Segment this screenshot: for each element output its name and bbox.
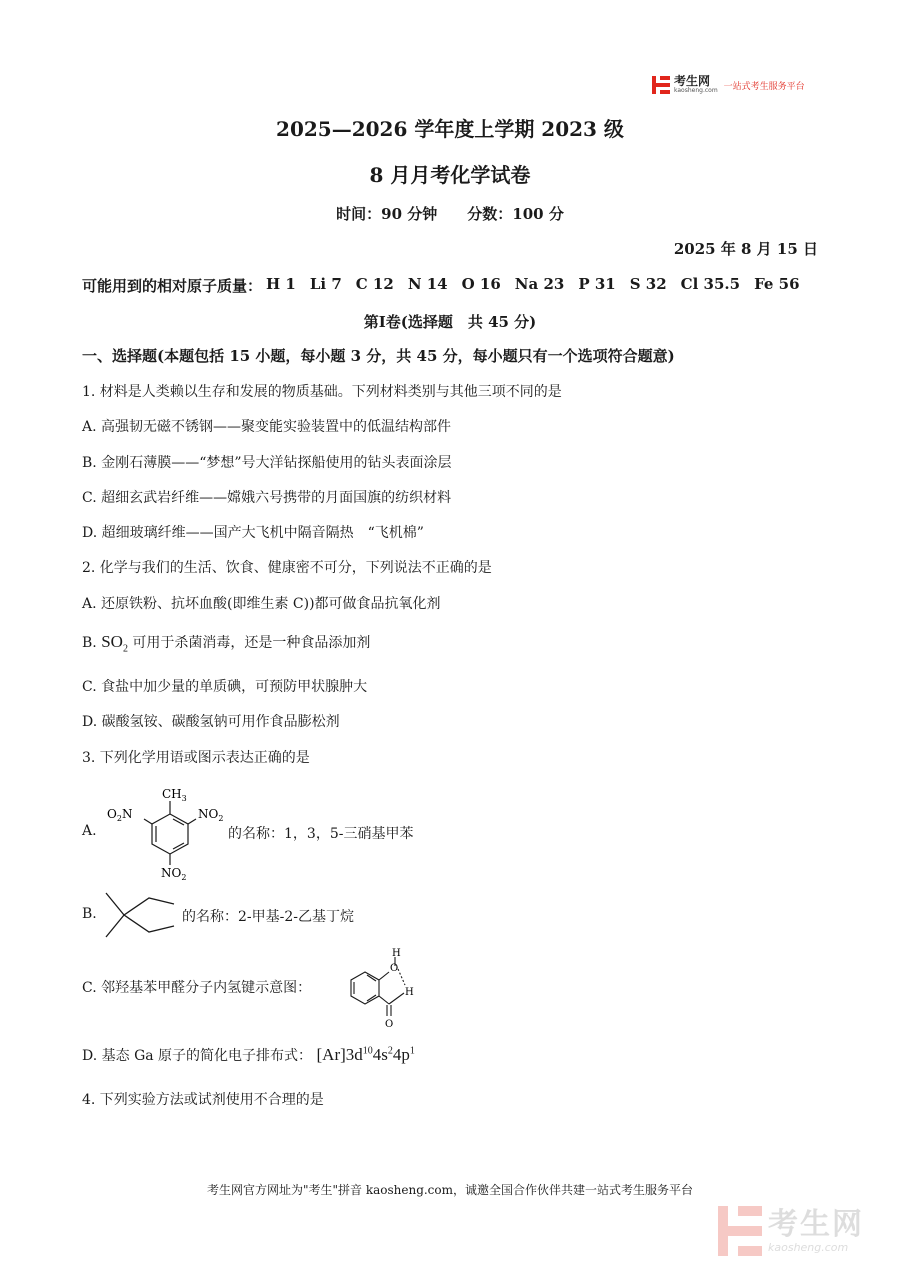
salicylaldehyde-hbond-structure [342,946,420,1028]
hbond-o2-label: O [385,1019,394,1028]
hbond-h2-label: H [405,987,414,998]
so2-formula: $SO_2$ [101,632,128,655]
no2-right-label: $NO_2$ [198,807,224,823]
q1-stem: 1. 材料是人类赖以生存和发展的物质基础。下列材料类别与其他三项不同的是 [82,384,562,400]
alkane-skeletal-structure [104,891,178,939]
hbond-h1-label: H [392,948,401,959]
watermark [718,1206,864,1256]
watermark-domain: kaosheng.com [768,1240,849,1254]
q3-option-b-prefix: B. [82,906,97,922]
atomic-mass-item: Na 23 [514,275,565,293]
q1-option-b: B. 金刚石薄膜——“梦想”号大洋钻探船使用的钻头表面涂层 [82,455,452,471]
tnt-structure [100,782,230,884]
q2-option-c: C. 食盐中加少量的单质碘，可预防甲状腺肿大 [82,679,368,695]
atomic-mass-item: Cl 35.5 [680,275,741,293]
kaosheng-watermark-icon [718,1206,762,1256]
q3-option-d-text: D. 基态 Ga 原子的简化电子排布式： [82,1048,313,1064]
exam-score: 分数：100 分 [467,205,564,223]
hbond-o1-label: O [390,963,399,974]
q2-option-b-prefix: B. [82,635,97,651]
page-footer: 考生网官方网址为"考生"拼音 kaosheng.com，诚邀全国合作伙伴共建一站式考生服务平台 [206,1183,694,1197]
logo-slogan: 一站式考生服务平台 [723,81,805,92]
q2-option-a: A. 还原铁粉、抗坏血酸(即维生素 C))都可做食品抗氧化剂 [82,596,441,612]
atomic-mass-item: Fe 56 [754,275,800,293]
logo-domain: kaosheng.com [674,87,718,94]
q3-option-c-text: C. 邻羟基苯甲醛分子内氢键示意图： [82,980,312,996]
q2-stem: 2. 化学与我们的生活、饮食、健康密不可分，下列说法不正确的是 [82,560,492,576]
q3-option-a-text: 的名称：1，3，5-三硝基甲苯 [228,826,414,842]
exam-title-line1: 2025—2026 学年度上学期 2023 级 [276,117,624,141]
atomic-mass-item: H 1 [266,275,296,293]
header-logo [652,74,805,96]
q1-option-c: C. 超细玄武岩纤维——嫦娥六号携带的月面国旗的纺织材料 [82,490,452,506]
atomic-mass-item: Li 7 [309,275,342,293]
section1-title: 一、选择题(本题包括 15 小题，每小题 3 分，共 45 分，每小题只有一个选项符合题意) [82,347,675,365]
atomic-mass-item: P 31 [578,275,616,293]
q3-option-d [82,1045,415,1065]
o2n-label: $O_2N$ [107,807,133,823]
q1-option-a: A. 高强韧无磁不锈钢——聚变能实验装置中的低温结构部件 [82,419,452,435]
atomic-mass-item: N 14 [407,275,448,293]
q2-option-b [82,632,370,654]
exam-title-line2: 8 月月考化学试卷 [369,163,531,187]
atomic-masses-label: 可能用到的相对原子质量： [82,277,263,295]
ch3-label: $CH_3$ [162,787,187,803]
exam-meta [0,203,900,224]
no2-bottom-label: $NO_2$ [161,866,187,882]
q3-option-b-text: 的名称：2-甲基-2-乙基丁烷 [182,909,355,925]
atomic-masses [82,275,800,296]
exam-time: 时间：90 分钟 [336,205,438,223]
q3-stem: 3. 下列化学用语或图示表达正确的是 [82,750,310,766]
watermark-name: 考生网 [768,1206,864,1242]
atomic-mass-item: O 16 [461,275,501,293]
exam-date: 2025 年 8 月 15 日 [673,240,818,258]
q2-option-b-text: 可用于杀菌消毒，还是一种食品添加剂 [132,635,371,651]
q3-option-a-prefix: A. [82,823,97,839]
kaosheng-logo-icon [652,76,670,94]
q2-option-d: D. 碳酸氢铵、碳酸氢钠可用作食品膨松剂 [82,714,340,730]
atomic-mass-item: C 12 [355,275,394,293]
logo-name: 考生网 [674,74,711,88]
ga-electron-config: $[Ar]3d^{10}4s^24p^1$ [316,1045,415,1064]
atomic-mass-item: S 32 [629,275,667,293]
part1-title: 第Ⅰ卷(选择题 共 45 分) [363,313,537,331]
q4-stem: 4. 下列实验方法或试剂使用不合理的是 [82,1092,324,1108]
q1-option-d: D. 超细玻璃纤维——国产大飞机中隔音隔热 “飞机棉” [82,525,424,541]
